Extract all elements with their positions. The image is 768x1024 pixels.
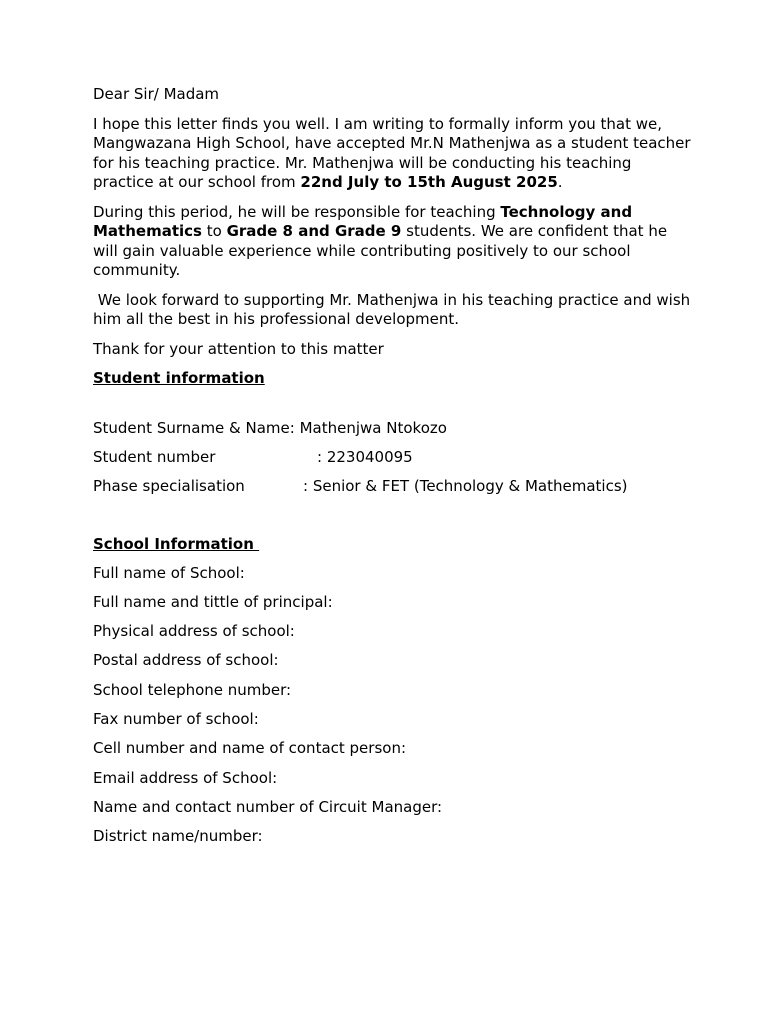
student-info-heading: Student information [93,369,265,387]
school-fields [93,564,693,847]
resp-text-3: students. We are confident that he will gain valuable experience while contributing positively to our school community. [93,222,668,279]
responsibility-paragraph [93,203,693,281]
school-info-heading: School Information [93,534,260,553]
phase-row [93,477,693,497]
field-telephone: School telephone number: [93,680,292,699]
closing-paragraph: We look forward to supporting Mr. Mathenjwa in his teaching practice and wish him all the best in his professional development. [93,290,695,328]
field-principal: Full name and tittle of principal: [93,592,333,611]
field-contact-person: Cell number and name of contact person: [93,739,407,758]
phase-value: : Senior & FET (Technology & Mathematics) [303,476,628,495]
phase-label: Phase specialisation [93,476,245,495]
resp-text-1: During this period, he will be responsible for teaching [93,202,501,221]
thanks-line: Thank for your attention to this matter [93,339,384,358]
field-district: District name/number: [93,827,263,846]
field-email: Email address of School: [93,768,278,787]
student-name-label: Student Surname & Name: [93,418,300,437]
field-fax: Fax number of school: [93,709,259,728]
letter-body [93,85,693,856]
field-postal-address: Postal address of school: [93,651,279,670]
field-physical-address: Physical address of school: [93,622,295,641]
practice-dates: 22nd July to 15th August 2025 [300,173,558,191]
field-school-name: Full name of School: [93,563,245,582]
student-name-value: Mathenjwa Ntokozo [299,418,447,437]
intro-end: . [557,173,563,191]
resp-text-2: to [201,222,227,240]
intro-text: I hope this letter finds you well. I am writing to formally inform you that we, Mangwazana High School, have accepted Mr.N Mathenjwa as a student teacher for his teaching practice. Mr. Mathenjwa will be conducting his teaching practice at our school from [93,114,691,191]
field-circuit-manager: Name and contact number of Circuit Manager: [93,797,443,816]
student-name-row [93,419,693,439]
student-number-row [93,448,693,468]
student-number-value: : 223040095 [317,447,413,466]
grades: Grade 8 and Grade 9 [226,222,402,240]
intro-paragraph [93,115,693,193]
subjects: Technology and Mathematics [93,202,633,240]
student-number-label: Student number [93,447,216,466]
salutation: Dear Sir/ Madam [93,85,220,103]
section-spacer [93,506,693,535]
